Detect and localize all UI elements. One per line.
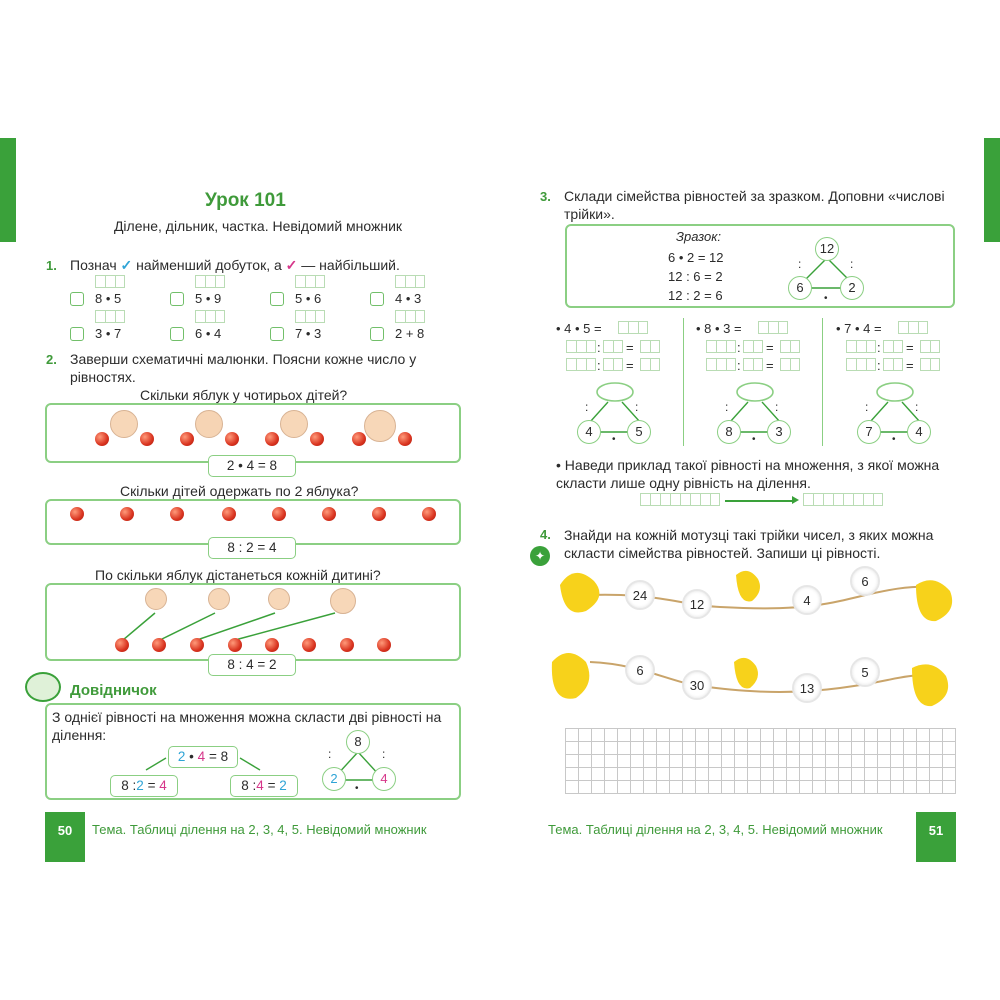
- task4-text: Знайди на кожній мотузці такі трійки чисел, з яких можна скласти сімейства рівностей. Запиши ці рівності.: [564, 527, 934, 561]
- answer-cells[interactable]: [706, 358, 736, 371]
- apple-icon: [225, 432, 239, 446]
- ref-dot: •: [355, 783, 359, 794]
- answer-cells[interactable]: [883, 358, 903, 371]
- check-pink-icon: ✓: [285, 257, 298, 273]
- ref-triangle-left: 2: [322, 767, 346, 791]
- apple-icon: [120, 507, 134, 521]
- apple-icon: [377, 638, 391, 652]
- answer-cells[interactable]: [780, 340, 800, 353]
- answer-cells[interactable]: [603, 340, 623, 353]
- checkbox[interactable]: [370, 292, 384, 306]
- task3-text: Склади сімейства рівностей за зразком. Доповни «числові трійки».: [564, 188, 945, 222]
- answer-cells[interactable]: [780, 358, 800, 371]
- triangle-left: 4: [577, 420, 601, 444]
- sample-line-1: 6 • 2 = 12: [668, 250, 724, 265]
- answer-cells[interactable]: [395, 310, 425, 323]
- task1-number: 1.: [46, 258, 57, 273]
- child-image: [110, 410, 138, 438]
- sample-dot: •: [824, 293, 828, 304]
- product-item: 6 • 4: [195, 326, 222, 341]
- apple-icon: [265, 638, 279, 652]
- mascot-icon: [25, 672, 61, 702]
- equals-sign: =: [766, 340, 774, 355]
- footer-left: Тема. Таблиці ділення на 2, 3, 4, 5. Невідомий множник: [92, 822, 427, 837]
- check-blue-icon: ✓: [120, 257, 133, 273]
- sample-line-2: 12 : 6 = 2: [668, 269, 723, 284]
- exercise-label: • 8 • 3 =: [696, 321, 742, 336]
- rope-bead[interactable]: 30: [682, 670, 712, 700]
- answer-cells[interactable]: [898, 321, 928, 334]
- sample-colon-left: :: [798, 257, 802, 271]
- mult-factor-a: 2: [177, 749, 186, 764]
- equals-sign: =: [906, 358, 914, 373]
- sample-colon-right: :: [850, 257, 854, 271]
- checkbox[interactable]: [270, 327, 284, 341]
- equation-box-2: 8 : 2 = 4: [208, 537, 296, 559]
- colon-sign: :: [877, 358, 881, 373]
- colon-sign: :: [737, 358, 741, 373]
- apple-icon: [272, 507, 286, 521]
- sample-triangle-left: 6: [788, 276, 812, 300]
- div1-a: 8 :: [121, 778, 137, 793]
- div2-a: 8 :: [241, 778, 257, 793]
- div2-c: 2: [279, 778, 287, 793]
- left-edge-tab: [0, 138, 16, 242]
- checkbox[interactable]: [370, 327, 384, 341]
- rope-bead[interactable]: 24: [625, 580, 655, 610]
- div1-c: 4: [159, 778, 167, 793]
- div-equation-1: [110, 775, 178, 797]
- equals-sign: =: [906, 340, 914, 355]
- apple-icon: [70, 507, 84, 521]
- writing-grid[interactable]: [565, 728, 956, 794]
- lesson-subtitle: Ділене, дільник, частка. Невідомий множник: [113, 218, 403, 234]
- exercise-label: • 4 • 5 =: [556, 321, 602, 336]
- apple-icon: [190, 638, 204, 652]
- rope-bead[interactable]: 12: [682, 589, 712, 619]
- answer-cells[interactable]: [195, 310, 225, 323]
- answer-cells[interactable]: [846, 358, 876, 371]
- triangle-right: 3: [767, 420, 791, 444]
- rope-bead[interactable]: 13: [792, 673, 822, 703]
- answer-cells[interactable]: [640, 340, 660, 353]
- task1-text-b: найменший добуток, а: [136, 257, 282, 273]
- task1-text-a: Познач: [70, 257, 117, 273]
- mult-result: = 8: [208, 749, 229, 764]
- checkbox[interactable]: [70, 327, 84, 341]
- arrows-diagram: [45, 583, 461, 661]
- rope-1: [540, 565, 960, 645]
- apple-icon: [398, 432, 412, 446]
- ref-colon-left: :: [328, 747, 332, 761]
- child-image: [280, 410, 308, 438]
- product-item: 7 • 3: [295, 326, 322, 341]
- answer-cells[interactable]: [706, 340, 736, 353]
- triangle-right: 4: [907, 420, 931, 444]
- product-item: 3 • 7: [95, 326, 122, 341]
- colon-sign: :: [597, 358, 601, 373]
- apple-icon: [170, 507, 184, 521]
- column-divider: [683, 318, 684, 446]
- apple-icon: [422, 507, 436, 521]
- question-1: Скільки яблук у чотирьох дітей?: [140, 387, 348, 403]
- answer-cells[interactable]: [295, 310, 325, 323]
- ref-triangle-right: 4: [372, 767, 396, 791]
- answer-cells[interactable]: [920, 358, 940, 371]
- product-item: 8 • 5: [95, 291, 122, 306]
- apple-icon: [265, 432, 279, 446]
- apple-icon: [140, 432, 154, 446]
- answer-cells[interactable]: [920, 340, 940, 353]
- apple-icon: [340, 638, 354, 652]
- answer-cells[interactable]: [846, 340, 876, 353]
- child-image: [364, 410, 396, 442]
- answer-cells[interactable]: [395, 275, 425, 288]
- rope-bead[interactable]: 4: [792, 585, 822, 615]
- rope-bead[interactable]: 5: [850, 657, 880, 687]
- div2-b: 4: [256, 778, 264, 793]
- colon-sign: :: [725, 400, 729, 414]
- answer-cells[interactable]: [743, 358, 763, 371]
- apple-icon: [95, 432, 109, 446]
- apple-icon: [302, 638, 316, 652]
- task1-instruction: [70, 256, 450, 274]
- apple-icon: [352, 432, 366, 446]
- arrow-right-icon: [792, 496, 799, 504]
- sample-triangle-right: 2: [840, 276, 864, 300]
- answer-cells[interactable]: [758, 321, 788, 334]
- page-number-right: 51: [916, 812, 956, 862]
- div1-eq: =: [147, 778, 156, 793]
- mult-op: •: [189, 749, 194, 764]
- answer-cells[interactable]: [95, 310, 125, 323]
- equals-sign: =: [626, 340, 634, 355]
- lesson-title: Урок 101: [205, 190, 286, 211]
- colon-sign: :: [737, 340, 741, 355]
- scheme-box-1: [45, 403, 461, 463]
- colon-sign: :: [635, 400, 639, 414]
- answer-cells[interactable]: [640, 493, 720, 506]
- question-2: Скільки дітей одержать по 2 яблука?: [120, 483, 359, 499]
- answer-cells[interactable]: [883, 340, 903, 353]
- answer-cells[interactable]: [195, 275, 225, 288]
- apple-icon: [152, 638, 166, 652]
- product-item: 5 • 6: [295, 291, 322, 306]
- checkbox[interactable]: [270, 292, 284, 306]
- checkbox[interactable]: [170, 327, 184, 341]
- checkbox[interactable]: [170, 292, 184, 306]
- dot-sign: •: [892, 434, 896, 445]
- product-item: 4 • 3: [395, 291, 422, 306]
- child-image: [195, 410, 223, 438]
- apple-icon: [115, 638, 129, 652]
- sample-box: [565, 224, 955, 308]
- column-divider: [822, 318, 823, 446]
- answer-cells[interactable]: [803, 493, 883, 506]
- equals-sign: =: [626, 358, 634, 373]
- rope-2: [540, 652, 960, 732]
- sample-label: Зразок:: [676, 229, 722, 244]
- apple-icon: [228, 638, 242, 652]
- answer-cells[interactable]: [743, 340, 763, 353]
- dot-sign: •: [612, 434, 616, 445]
- apple-icon: [222, 507, 236, 521]
- div1-b: 2: [136, 778, 144, 793]
- dot-sign: •: [752, 434, 756, 445]
- colon-sign: :: [915, 400, 919, 414]
- footer-right: Тема. Таблиці ділення на 2, 3, 4, 5. Невідомий множник: [548, 822, 883, 837]
- arrow-line: [725, 500, 793, 502]
- triangle-left: 8: [717, 420, 741, 444]
- triangle-left: 7: [857, 420, 881, 444]
- product-item: 5 • 9: [195, 291, 222, 306]
- apple-icon: [322, 507, 336, 521]
- answer-cells[interactable]: [295, 275, 325, 288]
- div2-eq: =: [267, 778, 276, 793]
- colon-sign: :: [865, 400, 869, 414]
- colon-sign: :: [775, 400, 779, 414]
- task3-hint: • Наведи приклад такої рівності на множення, з якої можна скласти лише одну рівність на ділення.: [556, 457, 940, 491]
- apple-icon: [310, 432, 324, 446]
- checkbox[interactable]: [70, 292, 84, 306]
- rope-bead[interactable]: 6: [850, 566, 880, 596]
- colon-sign: :: [877, 340, 881, 355]
- answer-cells[interactable]: [566, 358, 596, 371]
- colon-sign: :: [585, 400, 589, 414]
- apple-icon: [372, 507, 386, 521]
- sum-item: 2 + 8: [395, 326, 425, 341]
- answer-cells[interactable]: [640, 358, 660, 371]
- answer-cells[interactable]: [95, 275, 125, 288]
- mult-factor-b: 4: [197, 749, 206, 764]
- task2-text: Заверши схематичні малюнки. Поясни кожне число у рівностях.: [70, 351, 417, 385]
- equation-box-1: 2 • 4 = 8: [208, 455, 296, 477]
- task4-number: 4.: [540, 527, 551, 542]
- ref-triangle-top: 8: [346, 730, 370, 754]
- rope-bead[interactable]: 6: [625, 655, 655, 685]
- reference-text: З однієї рівності на множення можна скласти дві рівності на ділення:: [52, 709, 442, 743]
- right-edge-tab: [984, 138, 1000, 242]
- reference-title: Довідничок: [70, 682, 157, 699]
- task1-text-c: — найбільший.: [301, 257, 400, 273]
- equals-sign: =: [766, 358, 774, 373]
- colon-sign: :: [597, 340, 601, 355]
- ref-colon-right: :: [382, 747, 386, 761]
- page-number-left: 50: [45, 812, 85, 862]
- lightbulb-icon: ✦: [530, 546, 550, 566]
- sample-line-3: 12 : 2 = 6: [668, 288, 723, 303]
- equation-box-3: 8 : 4 = 2: [208, 654, 296, 676]
- exercise-label: • 7 • 4 =: [836, 321, 882, 336]
- apple-icon: [180, 432, 194, 446]
- triangle-right: 5: [627, 420, 651, 444]
- task3-number: 3.: [540, 189, 551, 204]
- task2-number: 2.: [46, 352, 57, 367]
- div-equation-2: [230, 775, 298, 797]
- answer-cells[interactable]: [618, 321, 648, 334]
- answer-cells[interactable]: [603, 358, 623, 371]
- question-3: По скільки яблук дістанеться кожній дитині?: [95, 567, 381, 583]
- sample-triangle-top: 12: [815, 237, 839, 261]
- answer-cells[interactable]: [566, 340, 596, 353]
